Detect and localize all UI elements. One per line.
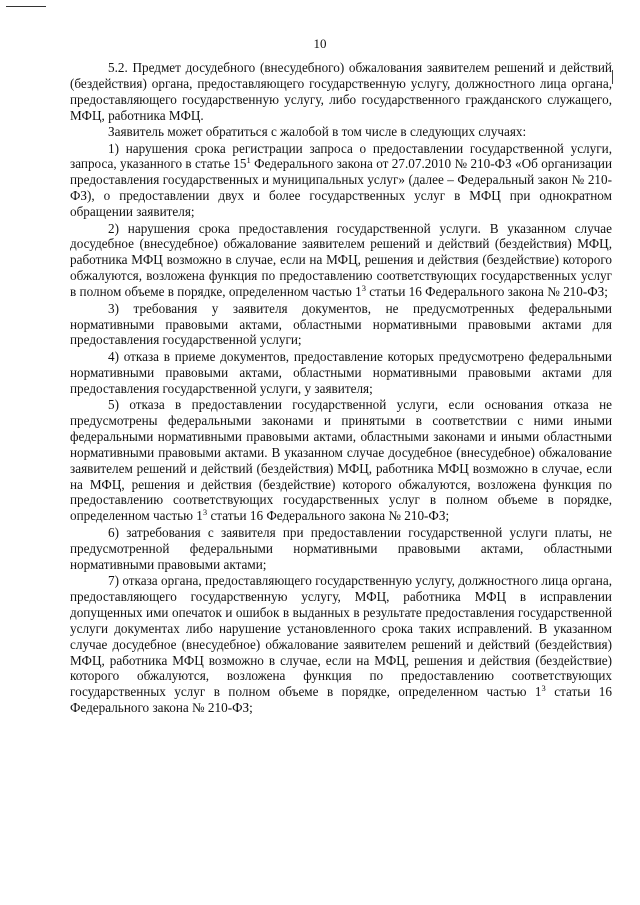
- text-run: 6) затребования с заявителя при предоставлении государственной услуги платы, не предусмотренной федеральными нормативными правовыми актами, областными нормативными правовыми актами;: [70, 524, 612, 572]
- text-run: статьи 16 Федерального закона № 210-ФЗ;: [70, 684, 612, 716]
- text-run: статьи 16 Федерального закона № 210-ФЗ;: [207, 508, 450, 524]
- paragraph-case-5: [70, 397, 612, 524]
- paragraph-5-2: [70, 60, 612, 124]
- text-run: статьи 16 Федерального закона № 210-ФЗ;: [365, 284, 608, 300]
- text-run: 4) отказа в приеме документов, предоставление которых предусмотрено федеральными нормативными правовыми актами, областными нормативными правовыми актами для предоставления государственной услуги, у заявителя;: [70, 348, 612, 396]
- text-run: 7) отказа органа, предоставляющего государственную услугу, должностного лица органа, предоставляющего государственную услугу, МФЦ, работника МФЦ в исправлении допущенных ими опечаток и ошибок в выданных в результате предоставления государственной услуги документах либо нарушение установленного срока таких исправлений. В указанном случае досудебное (внесудебное) обжалование заявителем решений и действий (бездействия) МФЦ, работника МФЦ возможно в случае, если на МФЦ, решения и действия (бездействие) которого обжалуются, возложена функция по предоставлению соответствующих государственных услуг в полном объеме в порядке, определенном частью 1: [70, 573, 612, 700]
- superscript: 3: [541, 683, 546, 694]
- paragraph-case-7: [70, 573, 612, 716]
- superscript: 1: [246, 155, 251, 166]
- paragraph-case-1: [70, 141, 612, 221]
- paragraph-cases-intro: [70, 124, 612, 140]
- text-run: 5.2. Предмет досудебного (внесудебного) обжалования заявителем решений и действий (бездействия) органа, предоставляющего государственную услугу, должностного лица органа, предоставляющего государственную услугу, либо государственного гражданского служащего, МФЦ, работника МФЦ.: [70, 60, 612, 123]
- paragraph-case-4: [70, 349, 612, 397]
- margin-mark: [612, 70, 613, 84]
- paragraph-case-2: [70, 221, 612, 301]
- top-left-rule: [6, 6, 46, 7]
- text-run: Федерального закона от 27.07.2010 № 210-ФЗ «Об организации предоставления государственных и муниципальных услуг» (далее – Федеральный закон № 210-ФЗ), о предоставлении двух и более государственных услуг в МФЦ при однократном обращении заявителя;: [70, 156, 612, 220]
- paragraph-case-6: [70, 525, 612, 573]
- text-run: Заявитель может обратиться с жалобой в том числе в следующих случаях:: [108, 124, 527, 140]
- text-run: 1) нарушения срока регистрации запроса о предоставлении государственной услуги, запроса, указанного в статье 15: [70, 140, 612, 172]
- document-body: [70, 60, 612, 716]
- text-run: 3) требования у заявителя документов, не предусмотренных федеральными нормативными правовыми актами, областными нормативными правовыми актами для предоставления государственной услуги;: [70, 300, 612, 348]
- superscript: 3: [361, 283, 366, 294]
- page-number: 10: [313, 36, 327, 51]
- superscript: 3: [202, 507, 208, 518]
- text-run: 2) нарушения срока предоставления государственной услуги. В указанном случае досудебное (внесудебное) обжалование заявителем решений и действий (бездействия) МФЦ, работника МФЦ возможно в случае, если на МФЦ, решения и действия (бездействие) которого обжалуются, возложена функция по предоставлению соответствующих государственных услуг в полном объеме в порядке, определенном частью 1: [70, 220, 612, 300]
- text-run: 5) отказа в предоставлении государственной услуги, если основания отказа не предусмотрены федеральными законами и принятыми в соответствии с ними иными федеральными нормативными правовыми актами, областными законами и иными областными нормативными правовыми актами. В указанном случае досудебное (внесудебное) обжалование заявителем решений и действий (бездействия) МФЦ, работника МФЦ возможно в случае, если на МФЦ, решения и действия (бездействие) которого обжалуются, возложена функция по предоставлению соответствующих государственных услуг в полном объеме в порядке, определенном частью 1: [70, 397, 612, 524]
- paragraph-case-3: [70, 301, 612, 349]
